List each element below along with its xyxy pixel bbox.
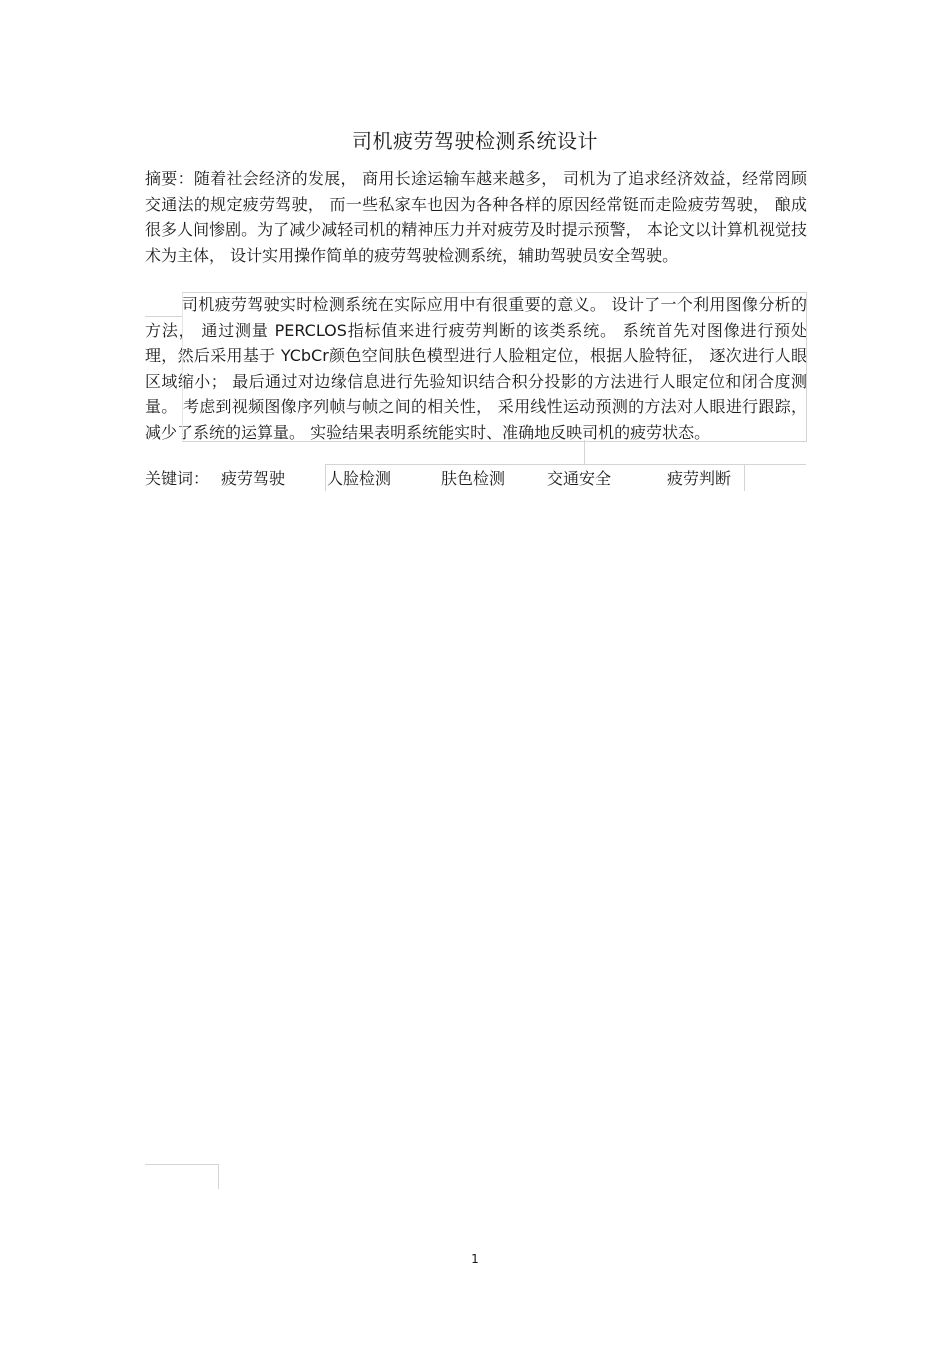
abstract-paragraph: 摘要：随着社会经济的发展， 商用长途运输车越来越多， 司机为了追求经济效益，经常罔顾交通法的规定疲劳驾驶， 而一些私家车也因为各种各样的原因经常铤而走险疲劳驾驶， 酿成很多人间惨剧。为了减少减轻司机的精神压力并对疲劳及时提示预警， 本论文以计算机视觉技术为主体， 设计实用操作简单的疲劳驾驶检测系统，辅助驾驶员安全驾驶。 [145, 169, 807, 265]
document-title: 司机疲劳驾驶检测系统设计 [352, 129, 598, 153]
table-border-footer [145, 1164, 219, 1189]
body-paragraph: 司机疲劳驾驶实时检测系统在实际应用中有很重要的意义。 设计了一个利用图像分析的方法， 通过测量 PERCLOS指标值来进行疲劳判断的该类系统。 系统首先对图像进行预处理，然后采用基于 YCbCr颜色空间肤色模型进行人脸粗定位，根据人脸特征， 逐次进行人眼区域缩小； 最后通过对边缘信息进行先验知识结合积分投影的方法进行人眼定位和闭合度测量。 考虑到视频图像序列帧与帧之间的相关性， 采用线性运动预测的方法对人眼进行跟踪， 减少了系统的运算量。 实验结果表明系统能实时、准确地反映司机的疲劳状态。 [145, 295, 807, 442]
keyword-item: 人脸检测 [327, 469, 392, 488]
keyword-item: 疲劳判断 [667, 469, 732, 488]
keyword-item: 交通安全 [547, 469, 612, 488]
keyword-item: 肤色检测 [441, 469, 506, 488]
keyword-item: 疲劳驾驶 [221, 469, 286, 488]
page-number: 1 [471, 1252, 479, 1266]
keywords-label: 关键词： [145, 469, 210, 488]
keywords-line [145, 466, 747, 491]
